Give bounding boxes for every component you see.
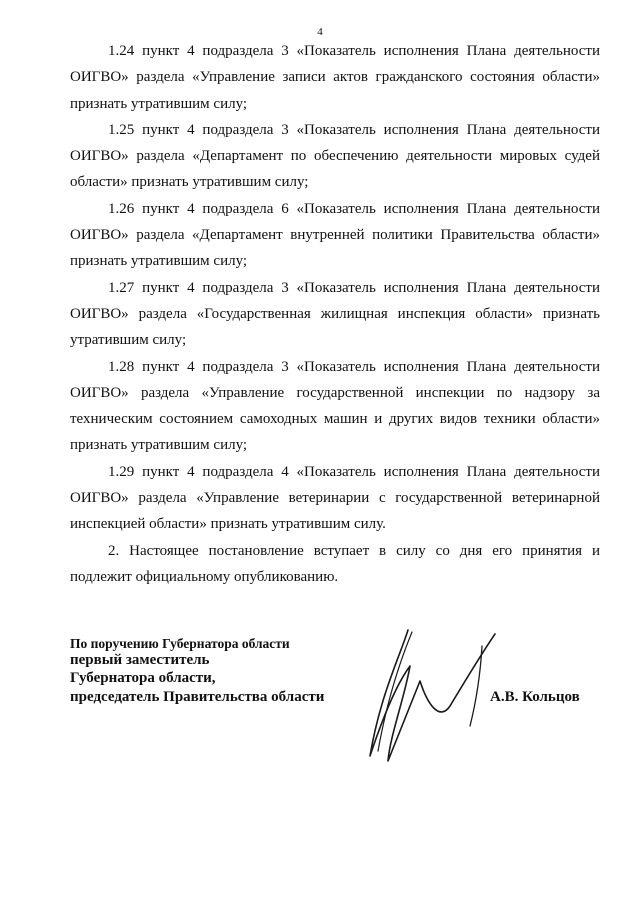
signature-line-3: Губернатора области, [70,670,216,686]
paragraph-1-28: 1.28 пункт 4 подраздела 3 «Показатель исполнения Плана деятельности ОИГВО» раздела «Управление государственной инспекции по надзору за техническим состоянием самоходных машин и других видов техники области» признать утратившим силу; [70,358,600,454]
signature-line-2: первый заместитель [70,652,210,668]
signer-name: А.В. Кольцов [490,689,580,705]
paragraph-1-29: 1.29 пункт 4 подраздела 4 «Показатель исполнения Плана деятельности ОИГВО» раздела «Управление ветеринарии с государственной ветеринарной инспекцией области» признать утратившим силу. [70,463,600,533]
paragraph-1-26: 1.26 пункт 4 подраздела 6 «Показатель исполнения Плана деятельности ОИГВО» раздела «Департамент внутренней политики Правительства области» признать утратившим силу; [70,200,600,270]
handwritten-signature [350,626,500,776]
paragraph-1-27: 1.27 пункт 4 подраздела 3 «Показатель исполнения Плана деятельности ОИГВО» раздела «Государственная жилищная инспекция области» признать утратившим силу; [70,279,600,349]
signature-line-1: По поручению Губернатора области [70,636,290,651]
page-number: 4 [317,26,323,38]
signature-block [70,636,610,776]
signature-line-4: председатель Правительства области [70,689,325,705]
paragraph-1-24: 1.24 пункт 4 подраздела 3 «Показатель исполнения Плана деятельности ОИГВО» раздела «Управление записи актов гражданского состояния области» признать утратившим силу; [70,43,600,112]
document-body [70,38,600,590]
paragraph-2: 2. Настоящее постановление вступает в силу со дня его принятия и подлежит официальному опубликованию. [70,542,600,585]
paragraph-1-25: 1.25 пункт 4 подраздела 3 «Показатель исполнения Плана деятельности ОИГВО» раздела «Департамент по обеспечению деятельности мировых судей области» признать утратившим силу; [70,121,600,191]
